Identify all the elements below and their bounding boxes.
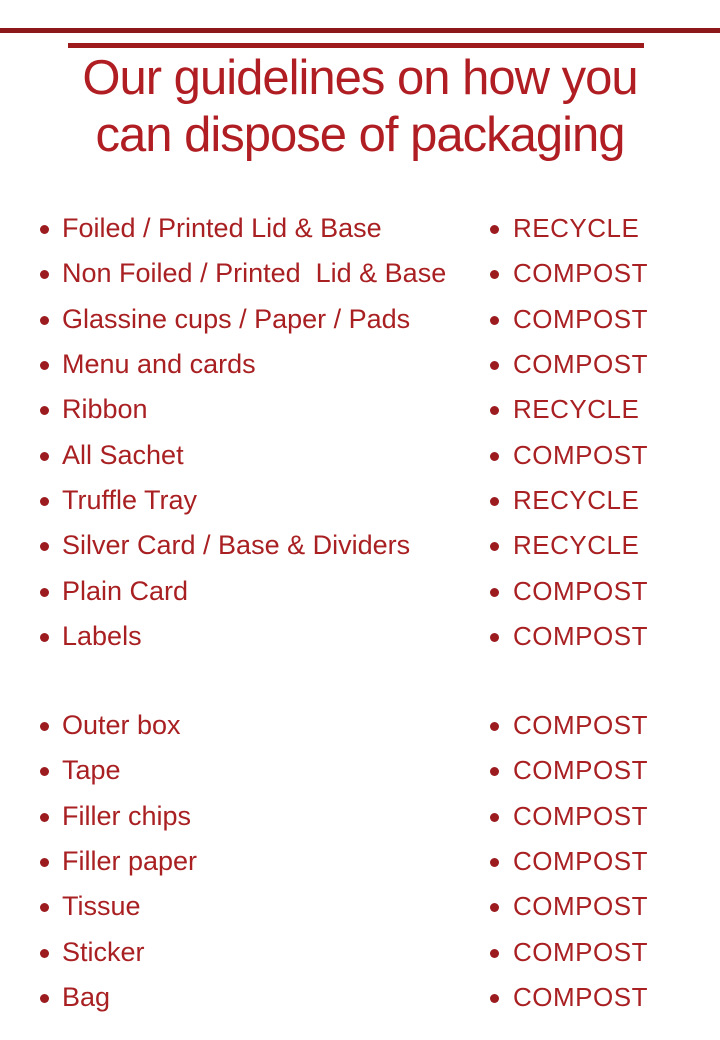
bullet-icon [490,722,499,731]
bullet-icon [490,270,499,279]
disposal-method-cell [487,485,720,516]
bullet-icon [40,542,49,551]
page-title-line2: can dispose of packaging [95,108,625,162]
list-group [0,206,720,659]
packaging-item-label: Tape [62,755,121,786]
packaging-item-label: Bag [62,981,111,1012]
list-item [0,884,720,929]
packaging-item-label: Tissue [62,891,141,922]
disposal-method-label: RECYCLE [513,213,640,244]
packaging-item-cell [0,304,487,335]
disposal-method-cell [487,755,720,786]
list-item [0,568,720,613]
disposal-method-cell [487,846,720,877]
bullet-icon [490,452,499,461]
list-item [0,478,720,523]
bullet-icon [40,497,49,506]
disposal-method-label: COMPOST [513,936,648,967]
list-item [0,432,720,477]
disposal-method-label: COMPOST [513,258,648,289]
disposal-method-cell [487,891,720,922]
disposal-method-cell [487,576,720,607]
packaging-item-cell [0,394,487,425]
bullet-icon [40,813,49,822]
packaging-item-label: Outer box [62,710,181,741]
packaging-item-label: Labels [62,620,142,651]
bullet-icon [490,316,499,325]
packaging-item-label: Glassine cups / Paper / Pads [62,303,411,334]
bullet-icon [490,406,499,415]
list-item [0,251,720,296]
list-item [0,929,720,974]
bullet-icon [40,406,49,415]
packaging-item-cell [0,258,487,289]
packaging-item-cell [0,801,487,832]
packaging-item-cell [0,937,487,968]
packaging-item-label: Filler paper [62,846,198,876]
bullet-icon [490,994,499,1003]
list-item [0,748,720,793]
packaging-item-cell [0,349,487,380]
page-title-line1: Our guidelines on how you [82,51,638,105]
packaging-item-cell [0,530,487,561]
disposal-method-cell [487,213,720,244]
bullet-icon [40,225,49,234]
disposal-method-label: COMPOST [513,303,648,334]
list-item [0,839,720,884]
list-item [0,523,720,568]
bullet-icon [40,452,49,461]
bullet-icon [490,949,499,958]
packaging-item-cell [0,621,487,652]
disposal-method-cell [487,937,720,968]
bullet-icon [490,858,499,867]
bullet-icon [490,497,499,506]
list-item [0,342,720,387]
disposal-method-cell [487,440,720,471]
bullet-icon [490,361,499,370]
bullet-icon [490,542,499,551]
list-item [0,297,720,342]
list-item [0,703,720,748]
packaging-item-cell [0,846,487,877]
disposal-method-label: COMPOST [513,981,648,1012]
top-rule [0,28,720,33]
bullet-icon [40,903,49,912]
bullet-icon [490,588,499,597]
disposal-method-label: RECYCLE [513,484,640,515]
packaging-item-cell [0,755,487,786]
disposal-method-label: COMPOST [513,710,648,741]
list-item [0,206,720,251]
packaging-item-label: Menu and cards [62,349,256,380]
disposal-method-label: RECYCLE [513,530,640,561]
packaging-item-label: Ribbon [62,394,148,425]
bullet-icon [40,316,49,325]
bullet-icon [40,949,49,958]
disposal-method-cell [487,258,720,289]
packaging-item-label: Plain Card [62,575,189,606]
disposal-method-cell [487,349,720,380]
bullet-icon [490,633,499,642]
bullet-icon [40,588,49,597]
disposal-list [0,206,720,1020]
packaging-item-label: All Sachet [62,439,184,470]
list-item [0,794,720,839]
bullet-icon [40,767,49,776]
list-item [0,614,720,659]
packaging-item-label: Silver Card / Base & Dividers [62,530,411,561]
packaging-item-label: Non Foiled / Printed Lid & Base [62,258,447,289]
disposal-method-cell [487,621,720,652]
bullet-icon [40,722,49,731]
packaging-item-label: Foiled / Printed Lid & Base [62,213,382,244]
bullet-icon [40,994,49,1003]
disposal-method-label: RECYCLE [513,394,640,425]
title-rule [68,43,644,48]
bullet-icon [490,903,499,912]
list-item [0,387,720,432]
disposal-method-cell [487,710,720,741]
list-group [0,703,720,1020]
packaging-item-cell [0,710,487,741]
bullet-icon [40,858,49,867]
disposal-method-label: COMPOST [513,620,648,651]
disposal-method-label: COMPOST [513,349,648,380]
packaging-item-cell [0,213,487,244]
packaging-item-label: Filler chips [62,800,192,831]
list-item [0,975,720,1020]
bullet-icon [40,270,49,279]
disposal-method-label: COMPOST [513,891,648,922]
packaging-item-cell [0,891,487,922]
packaging-item-label: Sticker [62,936,145,967]
disposal-method-cell [487,394,720,425]
disposal-method-cell [487,982,720,1013]
disposal-method-label: COMPOST [513,575,648,606]
disposal-method-label: COMPOST [513,800,648,831]
packaging-item-cell [0,576,487,607]
disposal-method-cell [487,304,720,335]
packaging-item-cell [0,982,487,1013]
disposal-method-cell [487,530,720,561]
disposal-method-label: COMPOST [513,755,648,786]
bullet-icon [40,361,49,370]
packaging-item-cell [0,485,487,516]
page-title [0,50,720,164]
bullet-icon [40,633,49,642]
packaging-item-label: Truffle Tray [62,484,198,515]
bullet-icon [490,767,499,776]
bullet-icon [490,813,499,822]
disposal-method-label: COMPOST [513,846,648,876]
packaging-item-cell [0,440,487,471]
disposal-method-label: COMPOST [513,439,648,470]
disposal-method-cell [487,801,720,832]
bullet-icon [490,225,499,234]
